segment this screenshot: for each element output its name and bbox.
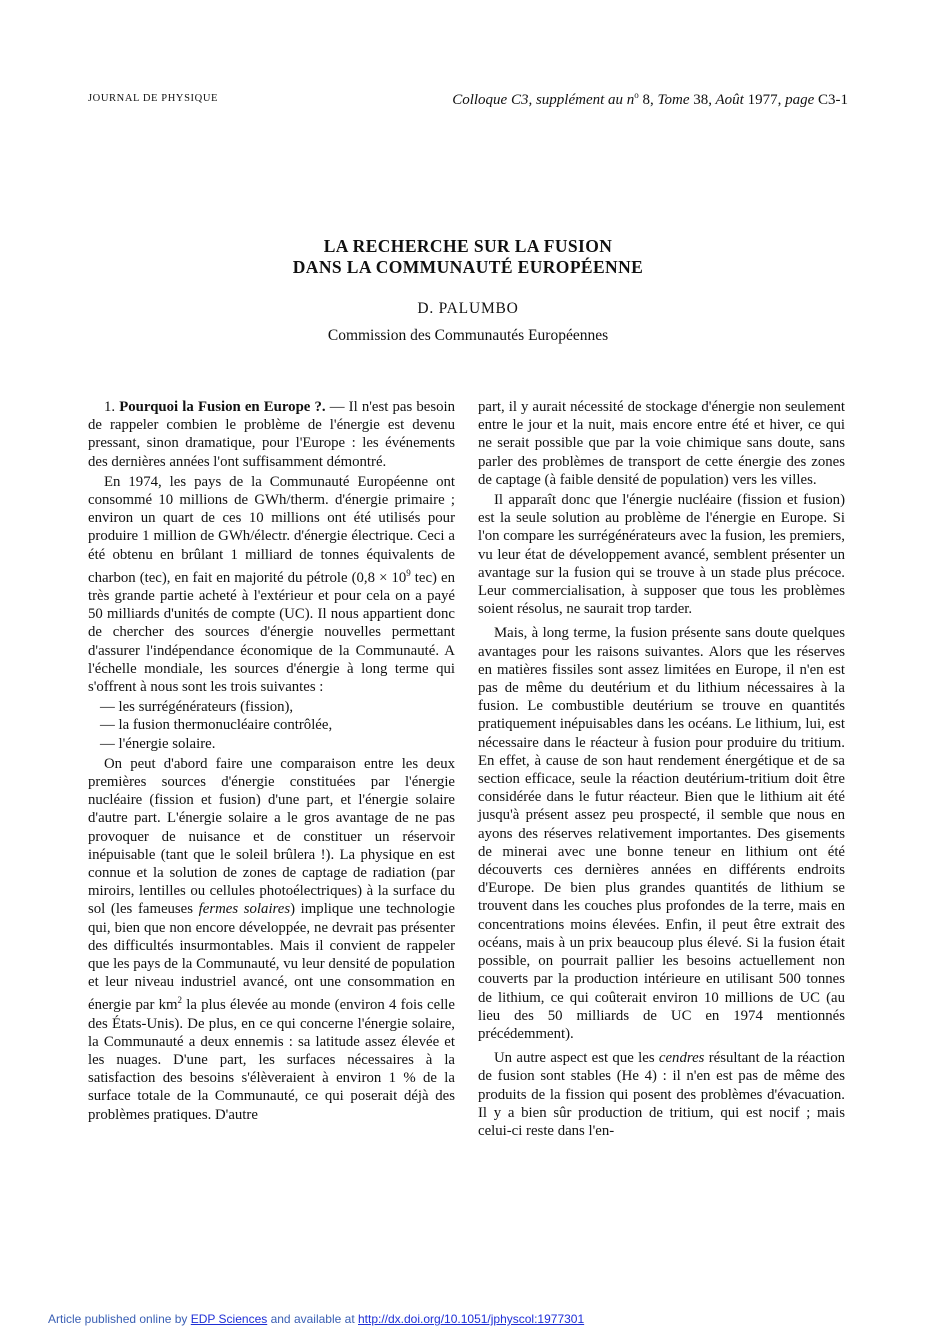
date-label: Août — [712, 92, 748, 108]
publisher-link[interactable]: EDP Sciences — [190, 1312, 268, 1326]
paragraph-6-text-b: résultant de la réaction de fusion sont stables (He 4) : il n'en est pas de même des produits de la fission qui posent des problèmes d'évacuation. Il y a bien sûr production de tritium, qui est nocif ; mais celui-ci reste dans l'en- — [478, 1050, 846, 1139]
article-title-line-2: DANS LA COMMUNAUTÉ EUROPÉENNE — [292, 257, 644, 277]
article-title-line-1: LA RECHERCHE SUR LA FUSION — [323, 236, 613, 256]
affiliation: Commission des Communautés Européennes — [327, 327, 609, 344]
author: D. PALUMBO — [417, 300, 519, 317]
page-label: page — [781, 92, 818, 108]
paragraph-2 — [88, 473, 455, 696]
superscript: 2 — [177, 995, 183, 1006]
paragraph-4: Il apparaît donc que l'énergie nucléaire (fission et fusion) est la seule solution au problème de l'énergie en Europe. Si l'on compare les surrégénérateurs avec la fusion, les premiers, vu leur état de développement avancé, semblent présenter un avantage sur la fusion qui se trouve à un stade plus précoce. Leur commercialisation, à supposer que tous les problèmes soient résolus, ne saurait trop tarder. — [478, 492, 845, 618]
year: 1977, — [747, 92, 782, 108]
paragraph-5: Mais, à long terme, la fusion présente sans doute quelques avantages pour les raisons suivantes. Alors que les réserves en matières fissiles sont assez limitées en Europe, il n'en est pas de même du deutérium et du lithium nécessaires à la fusion. Le combustible deutérium se trouve en quantités pratiquement inépuisables dans les océans. Le lithium, lui, est nécessaire dans le réacteur à fusion pour produire du tritium. En effet, à cause de son haut rendement énergétique et de sa section efficace, seule la réaction deutérium-tritium doit être considérée dans le futur réacteur. Bien que le lithium ait été jusqu'à présent assez peu prospecté, il semble que nous en ayons des réserves relativement importantes. Des gisements de minerai avec une bonne teneur en lithium ont été découverts ces dernières années en différents endroits d'Europe. De bien plus grandes quantités de lithium se trouvent dans les couches plus profondes de la terre, mais en concentrations moins élevées. Enfin, il peut être extrait des océans, mais à un prix beaucoup plus élevé. Si la fusion était possible, on pourrait pallier les besoins actuellement non couverts par la production intérieure en utilisant 500 tonnes de lithium, ce qui coûterait environ 10 millions de UC (au lieu des 50 milliards de UC en 1974 mentionnés précédemment). — [478, 625, 845, 1042]
colloque-reference — [452, 90, 848, 109]
paragraph-1 — [88, 398, 455, 471]
tome-number: 38, — [693, 92, 713, 108]
list-item: — la fusion thermonucléaire contrôlée, — [88, 716, 455, 734]
paragraph-6 — [478, 1049, 845, 1140]
number-label-sup: o — [634, 90, 639, 100]
italic-term: cendres — [658, 1050, 705, 1067]
paragraph-3 — [88, 755, 455, 1124]
section-number: 1. — [104, 399, 120, 415]
journal-name: JOURNAL DE PHYSIQUE — [88, 93, 219, 104]
italic-term: fermes solaires — [198, 901, 291, 918]
page-number: C3-1 — [818, 92, 848, 108]
issue-number: 8, — [638, 92, 654, 108]
doi-link[interactable]: http://dx.doi.org/10.1051/jphyscol:1977301 — [357, 1312, 585, 1326]
tome-label: Tome — [653, 92, 694, 108]
footer-prefix: Article published online by — [48, 1312, 191, 1326]
paragraph-6-text: Un autre aspect est que les — [494, 1050, 659, 1067]
running-head — [88, 90, 848, 110]
paragraph-2-text-b: tec) en très grande partie acheté à l'extérieur et pour cela on a payé 50 milliards d'unités de compte (UC). Il nous appartient donc de chercher des sources d'énergie nouvelles permettant d'assurer l'indépendance économique de la Communauté. A l'échelle mondiale, les sources d'énergie à long terme qui s'offrent à nous sont les trois suivantes : — [88, 569, 455, 695]
title-block — [88, 236, 848, 345]
paragraph-2-text: En 1974, les pays de la Communauté Européenne ont consommé 10 millions de GWh/therm. d'énergie primaire ; environ un quart de ces 10 millions ont été utilisés pour produire 1 million de GWh/électr. d'énergie électrique. Ceci a été obtenu en brûlant 1 milliard de tonnes équivalents de charbon (tec), en fait en majorité du pétrole (0,8 × 10 — [88, 473, 455, 586]
colloque-prefix: Colloque C3, supplément au — [452, 92, 627, 108]
right-column — [478, 398, 845, 1142]
exponent: 9 — [406, 567, 411, 578]
footer — [48, 1312, 584, 1326]
paragraph-continued: part, il y aurait nécessité de stockage d'énergie non seulement entre le jour et la nuit, mais encore entre été et hiver, ce qui ne serait possible que par la voie chimique sans doute, sans parler des problèmes de transport de cette énergie des zones de captage (à faible densité de population) vers les villes. — [478, 399, 845, 488]
number-label: n — [626, 92, 635, 108]
left-column — [88, 398, 455, 1126]
paragraph-1-text: — Il n'est pas besoin de rappeler combien le problème de l'énergie est devenu pressant, sinon dramatique, pour l'Europe : les événements des dernières années l'ont suffisamment démontré. — [88, 399, 455, 470]
paragraph-3-text: On peut d'abord faire une comparaison entre les deux premières sources d'énergie constituées par l'énergie nucléaire (fission et fusion) d'une part, et l'énergie solaire d'autre part. L'énergie solaire a le gros avantage de ne pas provoquer de nuisance et de constituer un réservoir inépuisable (tant que le soleil brûlera !). La physique en est connue et la solution de zones de captage de radiation (par miroirs, lentilles ou cellules photoélectriques) à la surface du sol (les fameuses — [88, 755, 455, 918]
footer-middle: and available at — [267, 1312, 358, 1326]
energy-sources-list — [88, 698, 455, 753]
paragraph-3-text-b: ) implique une technologie qui, bien que non encore développée, ne devrait pas présenter des difficultés insurmontables. Mais il convient de rappeler que les pays de la Communauté, vu leur densité de population et leur niveau industriel avancé, ont une consommation en énergie par km — [88, 901, 455, 1014]
paragraph-3-text-c: la plus élevée au monde (environ 4 fois celle des États-Unis). De plus, en ce qui concerne l'énergie solaire, la Communauté a deux ennemis : sa latitude assez élevée et les nuages. D'une part, les surfaces nécessaires à la satisfaction des besoins s'élèveraient à environ 1 % de la surface totale de la Communauté, ce qui poserait déjà des problèmes pratiques. D'autre — [88, 997, 455, 1123]
list-item: — l'énergie solaire. — [88, 735, 455, 753]
section-heading: Pourquoi la Fusion en Europe ?. — [119, 399, 326, 415]
list-item: — les surrégénérateurs (fission), — [88, 698, 455, 716]
